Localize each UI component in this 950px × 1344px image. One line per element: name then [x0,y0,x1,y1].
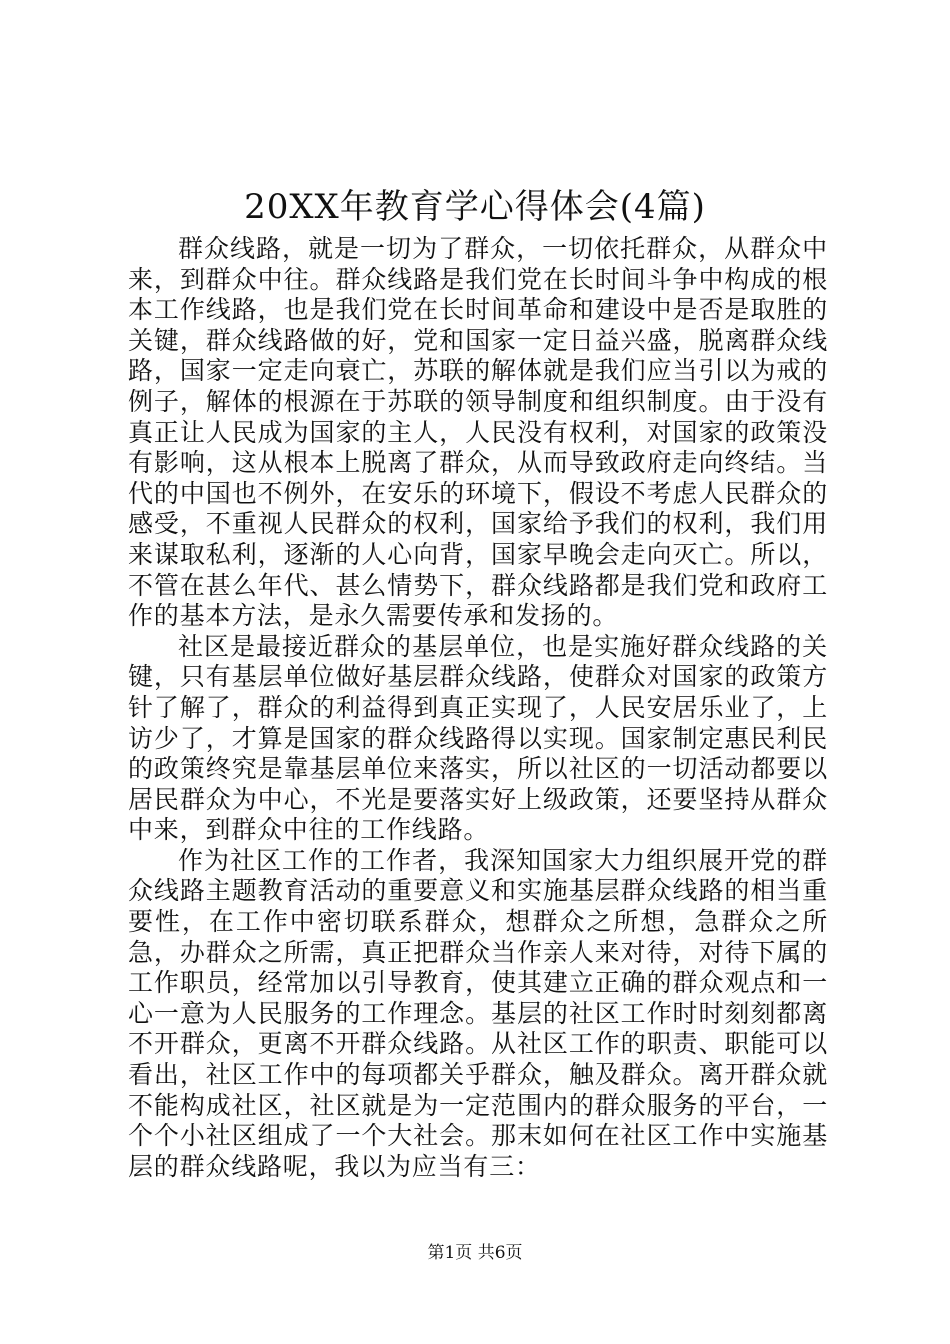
document-body [128,234,828,1182]
page-number: 第1页 共6页 [427,1243,523,1263]
paragraph-2: 社区是最接近群众的基层单位，也是实施好群众线路的关键，只有基层单位做好基层群众线路，使群众对国家的政策方针了解了，群众的利益得到真正实现了，人民安居乐业了，上访少了，才算是国家的群众线路得以实现。国家制定惠民利民的政策终究是靠基层单位来落实，所以社区的一切活动都要以居民群众为中心，不光是要落实好上级政策，还要坚持从群众中来，到群众中往的工作线路。 [128,631,828,845]
paragraph-1: 群众线路，就是一切为了群众，一切依托群众，从群众中来，到群众中往。群众线路是我们党在长时间斗争中构成的根本工作线路，也是我们党在长时间革命和建设中是否是取胜的关键，群众线路做的好，党和国家一定日益兴盛，脱离群众线路，国家一定走向衰亡，苏联的解体就是我们应当引以为戒的例子，解体的根源在于苏联的领导制度和组织制度。由于没有真正让人民成为国家的主人，人民没有权利，对国家的政策没有影响，这从根本上脱离了群众，从而导致政府走向终结。当代的中国也不例外，在安乐的环境下，假设不考虑人民群众的感受，不重视人民群众的权利，国家给予我们的权利，我们用来谋取私利，逐渐的人心向背，国家早晚会走向灭亡。所以，不管在甚么年代、甚么情势下，群众线路都是我们党和政府工作的基本方法，是永久需要传承和发扬的。 [128,234,828,631]
document-title: 20XX年教育学心得体会(4篇) [244,187,706,227]
paragraph-3: 作为社区工作的工作者，我深知国家大力组织展开党的群众线路主题教育活动的重要意义和实施基层群众线路的相当重要性，在工作中密切联系群众，想群众之所想，急群众之所急，办群众之所需，真正把群众当作亲人来对待，对待下属的工作职员，经常加以引导教育，使其建立正确的群众观点和一心一意为人民服务的工作理念。基层的社区工作时时刻刻都离不开群众，更离不开群众线路。从社区工作的职责、职能可以看出，社区工作中的每项都关乎群众，触及群众。离开群众就不能构成社区，社区就是为一定范围内的群众服务的平台，一个个小社区组成了一个大社会。那末如何在社区工作中实施基层的群众线路呢，我以为应当有三： [128,845,828,1181]
